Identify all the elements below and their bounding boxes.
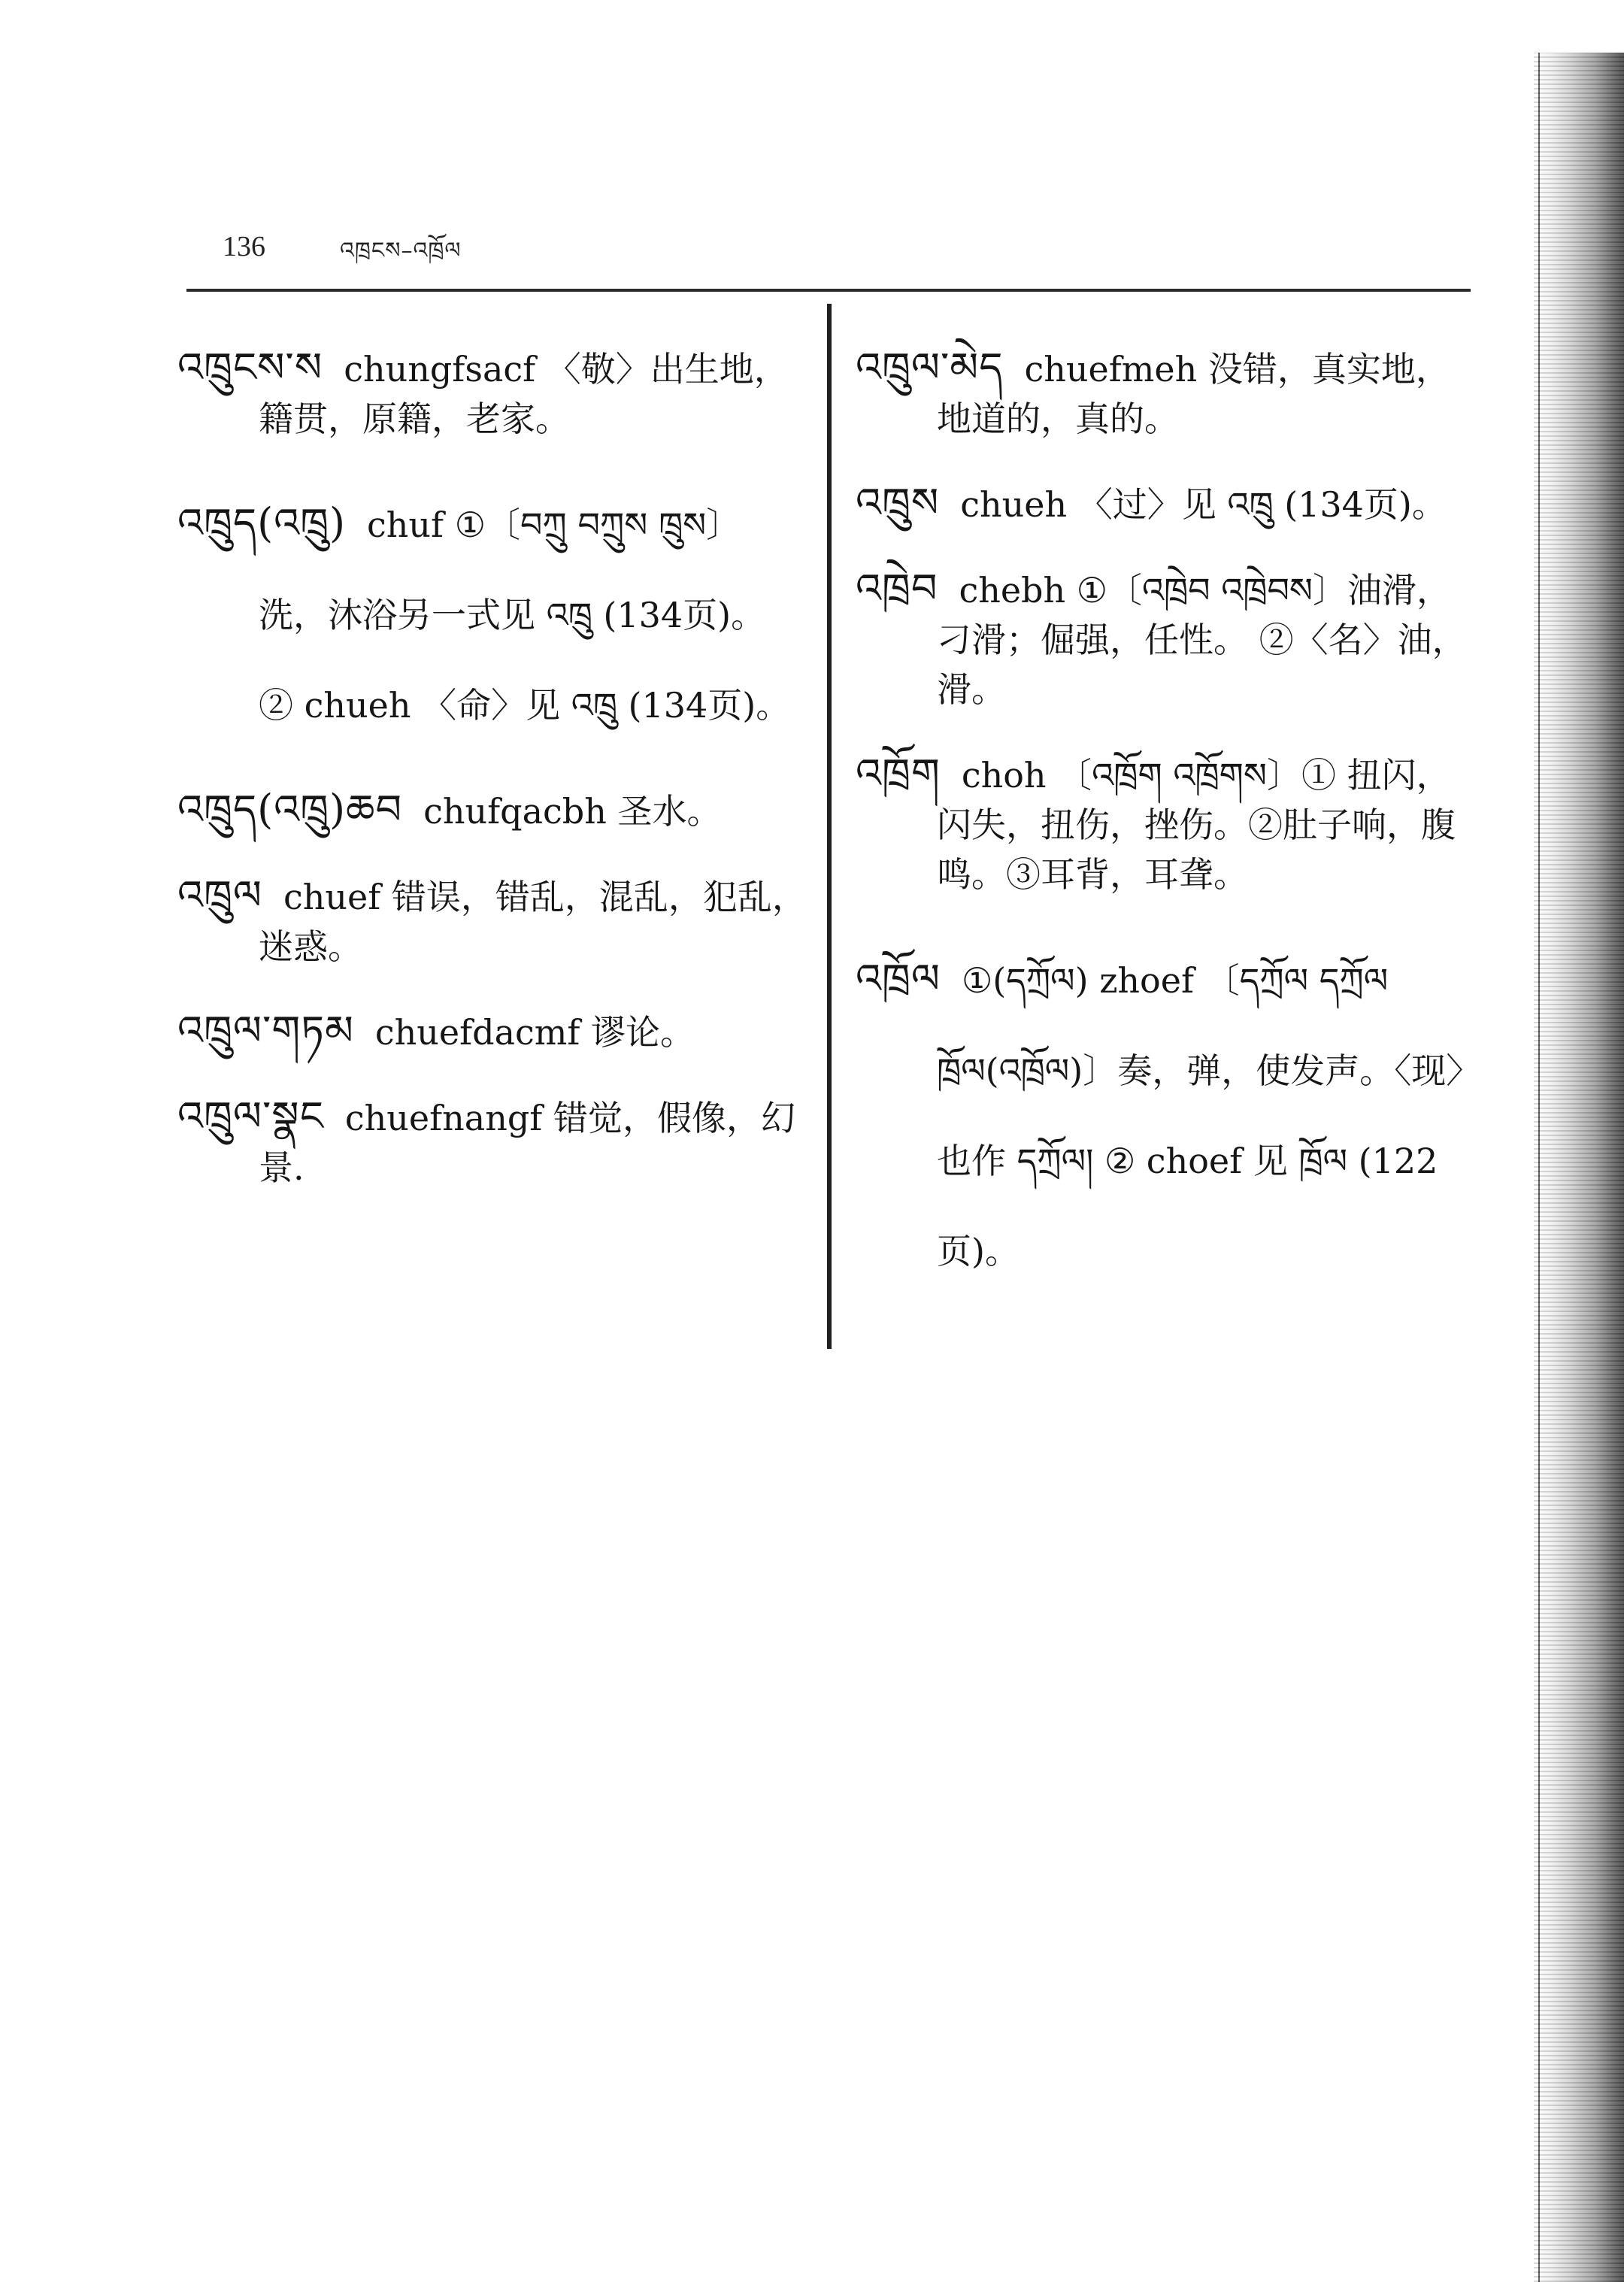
dictionary-entry <box>177 343 807 444</box>
dictionary-entry <box>856 749 1480 899</box>
dictionary-entry <box>856 478 1480 529</box>
entry-headword: འཁྲུད(འཁྲུ) <box>177 499 347 547</box>
entry-definition: chuefdacmf 谬论。 <box>374 1012 695 1053</box>
entry-headword: འཁྲུད(འཁྲུ)ཆབ <box>177 786 403 833</box>
entry-headword: འཁྲུལ་སྣང <box>177 1093 324 1140</box>
entry-headword: འཁྲུལ་གཏམ <box>177 1007 354 1054</box>
running-head: འཁྲངས–འཁྲོལ <box>340 238 462 264</box>
dictionary-entry <box>856 564 1480 714</box>
book-binding-edge <box>1534 53 1624 2282</box>
page-number: 136 <box>223 231 265 262</box>
entry-headword: འཁྲོག <box>856 750 941 797</box>
entry-headword: འཁྲུལ་མེད <box>856 344 1004 391</box>
entry-definition: chuef 错误，错乱，混乱，犯乱，迷惑。 <box>259 877 807 967</box>
right-column <box>856 308 1480 1296</box>
entry-definition: choh 〔འཁྲོག འཁྲོགས〕① 扭闪，闪失，扭伤，挫伤。②肚子响，腹鸣。③耳背，耳聋。 <box>937 755 1456 895</box>
entry-headword: འཁྲུལ <box>177 871 262 919</box>
entry-headword: འཁྲུངས་ས <box>177 344 323 391</box>
entry-definition: chuf ①〔བཀྲུ བཀྲུས ཁྲུས〕洗，沐浴另一式见 འཁྲུ (134页)。 ② chueh 〈命〉见 འཁྲུ (134页)。 <box>259 505 791 726</box>
entry-definition: chebh ①〔འཁྲེབ འཁྲེབས〕油滑，刁滑；倔强，任性。 ②〈名〉油，滑。 <box>937 570 1467 710</box>
dictionary-entry <box>177 871 807 971</box>
entry-definition: chufqacbh 圣水。 <box>423 791 722 832</box>
entry-definition: chungfsacf 〈敬〉出生地，籍贯，原籍，老家。 <box>259 349 789 439</box>
entry-definition: ①(དཀྲོལ) zhoef 〔དཀྲོལ དཀྲོལ ཁྲོལ(འཁྲོལ)〕奏，弹，使发声。〈现〉也作 དཀྲོལ། ② choef 见 ཁྲོལ (122页)。 <box>937 960 1464 1271</box>
entry-headword: འཁྲོལ <box>856 955 941 1002</box>
entry-headword: འཁྲུས <box>856 479 940 526</box>
dictionary-entry <box>856 934 1480 1296</box>
dictionary-entry <box>177 785 807 836</box>
dictionary-entry <box>856 343 1480 444</box>
header-rule <box>186 289 1471 292</box>
left-column <box>177 308 807 1211</box>
entry-definition: chuefnangf 错觉，假像，幻景. <box>259 1098 795 1188</box>
dictionary-entry <box>177 478 807 750</box>
entry-definition: chueh 〈过〉见 འཁྲུ (134页)。 <box>960 484 1447 525</box>
column-divider <box>827 304 832 1349</box>
entry-headword: འཁྲེབ <box>856 565 938 612</box>
dictionary-entry <box>177 1092 807 1193</box>
entry-definition: chuefmeh 没错，真实地，地道的，真的。 <box>937 349 1450 439</box>
dictionary-entry <box>177 1006 807 1057</box>
